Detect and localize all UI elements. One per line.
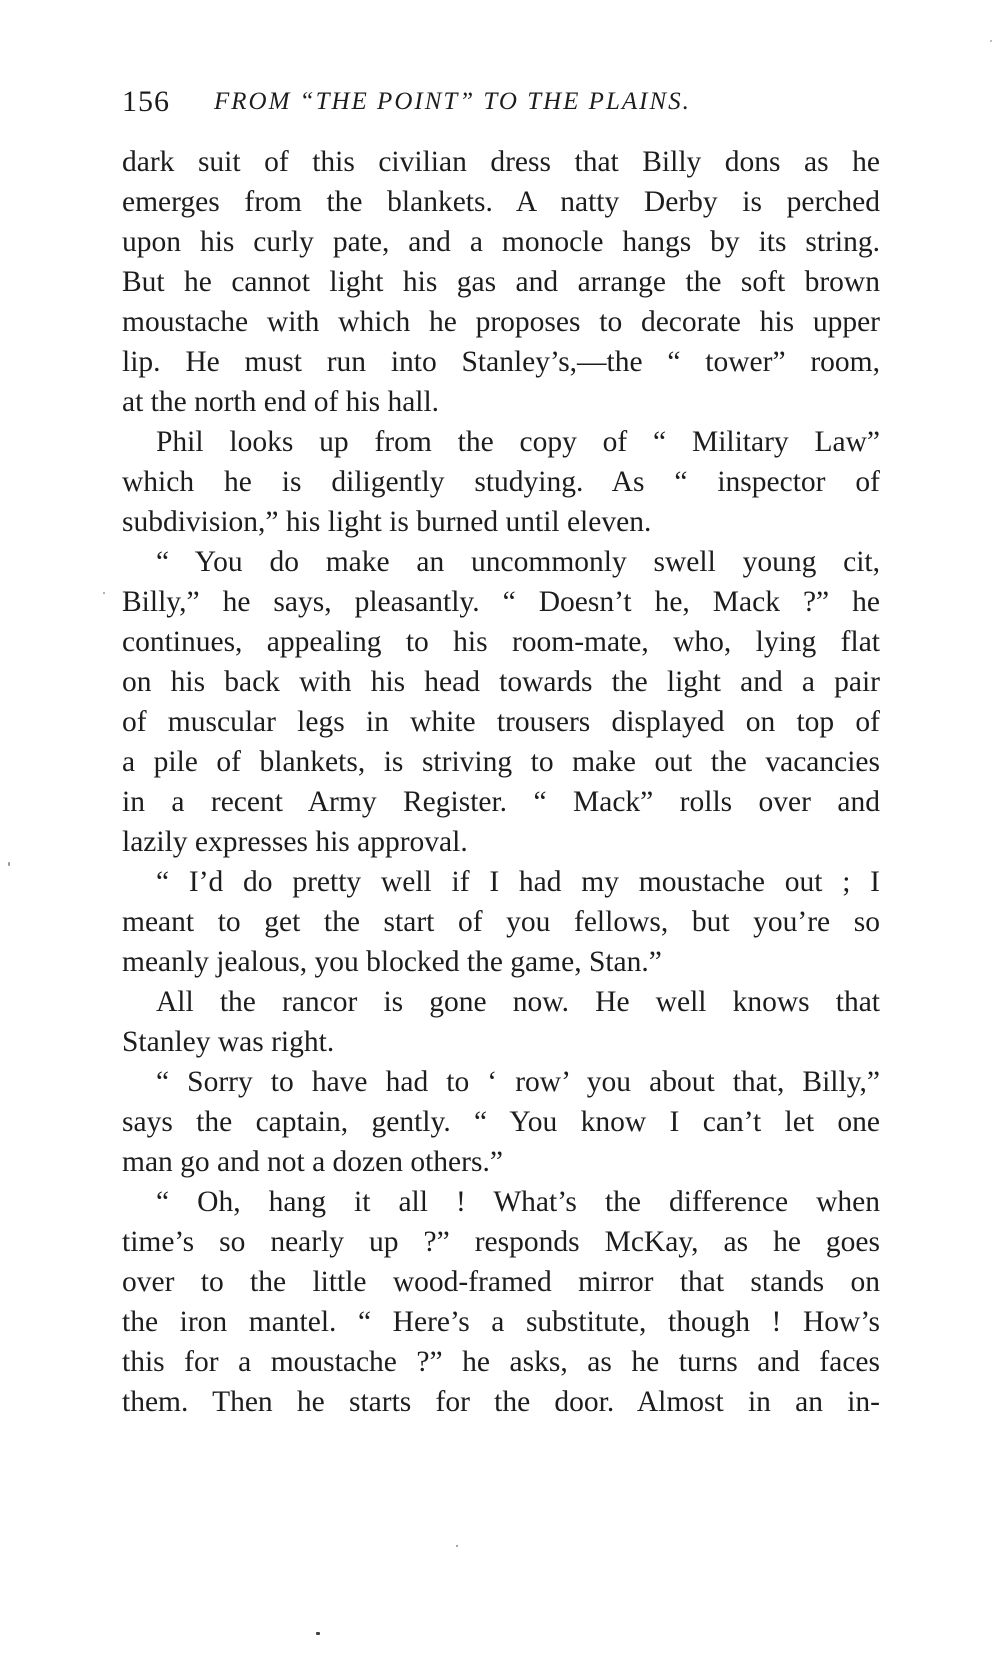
text-line: subdivision,” his light is burned until eleven. [122, 506, 652, 538]
text-line: this for a moustache ?” he asks, as he turns and faces [122, 1346, 880, 1378]
running-head [122, 82, 882, 122]
text-line: a pile of blankets, is striving to make out the vacancies [122, 746, 880, 778]
text-line: But he cannot light his gas and arrange the soft brown [122, 266, 880, 298]
text-line: emerges from the blankets. A natty Derby is perched [122, 186, 880, 218]
running-title: FROM “THE POINT” TO THE PLAINS. [214, 88, 691, 115]
text-line: says the captain, gently. “ You know I can’t let one [122, 1106, 880, 1138]
text-line: meant to get the start of you fellows, but you’re so [122, 906, 880, 938]
text-line: time’s so nearly up ?” responds McKay, as he goes [122, 1226, 880, 1258]
text-line: moustache with which he proposes to decorate his upper [122, 306, 880, 338]
text-line: lazily expresses his approval. [122, 826, 468, 858]
print-speck [316, 1632, 320, 1635]
text-line: “ You do make an uncommonly swell young cit, [156, 546, 880, 578]
text-line: lip. He must run into Stanley’s,—the “ tower” room, [122, 346, 880, 378]
text-line: them. Then he starts for the door. Almost in an in- [122, 1386, 880, 1418]
text-line: over to the little wood-framed mirror that stands on [122, 1266, 880, 1298]
text-line: of muscular legs in white trousers displayed on top of [122, 706, 880, 738]
text-line: in a recent Army Register. “ Mack” rolls over and [122, 786, 880, 818]
text-line: Phil looks up from the copy of “ Military Law” [156, 426, 880, 458]
text-line: which he is diligently studying. As “ inspector of [122, 466, 880, 498]
body-text [122, 142, 880, 1422]
print-speck [456, 1545, 458, 1547]
text-line: “ Sorry to have had to ‘ row’ you about that, Billy,” [156, 1066, 880, 1098]
text-line: Stanley was right. [122, 1026, 335, 1058]
text-line: upon his curly pate, and a monocle hangs by its string. [122, 226, 880, 258]
text-line: continues, appealing to his room-mate, who, lying flat [122, 626, 880, 658]
text-line: “ I’d do pretty well if I had my moustache out ; I [156, 866, 880, 898]
text-line: meanly jealous, you blocked the game, Stan.” [122, 946, 662, 978]
text-line: All the rancor is gone now. He well knows that [156, 986, 880, 1018]
page-number: 156 [122, 85, 170, 118]
text-line: Billy,” he says, pleasantly. “ Doesn’t he, Mack ?” he [122, 586, 880, 618]
text-line: at the north end of his hall. [122, 386, 440, 418]
text-line: man go and not a dozen others.” [122, 1146, 503, 1178]
text-line: “ Oh, hang it all ! What’s the difference when [156, 1186, 880, 1218]
text-line: dark suit of this civilian dress that Billy dons as he [122, 146, 880, 178]
print-speck [103, 592, 105, 594]
print-speck [990, 40, 992, 42]
text-line: on his back with his head towards the light and a pair [122, 666, 880, 698]
print-speck [8, 862, 10, 866]
text-line: the iron mantel. “ Here’s a substitute, though ! How’s [122, 1306, 880, 1338]
